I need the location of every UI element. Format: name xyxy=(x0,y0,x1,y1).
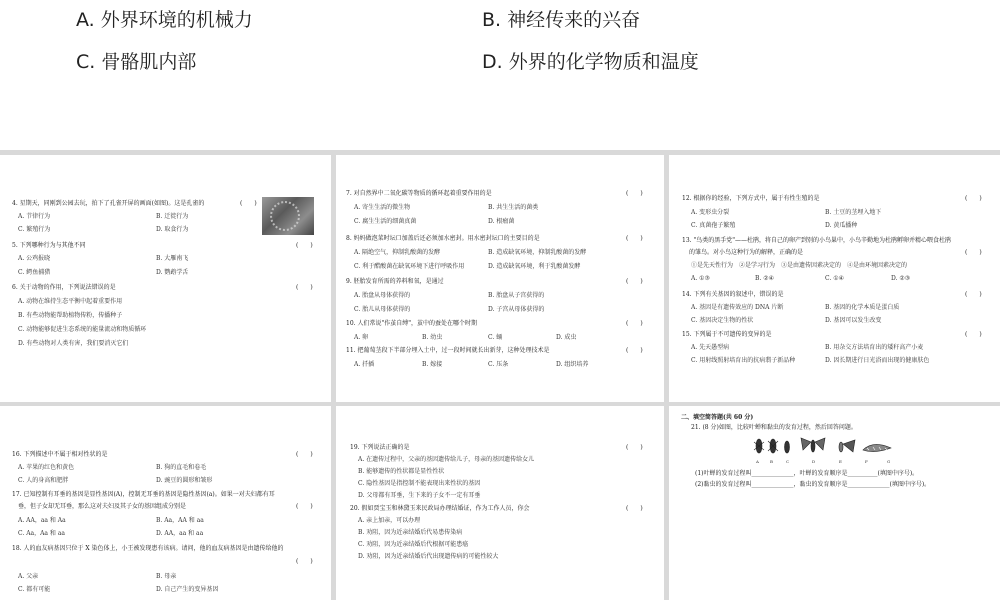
option: B. 劝阻，因为近亲结婚后代易患传染病 xyxy=(358,529,463,536)
option: C. 繁殖行为 xyxy=(18,226,51,233)
option: D. 鹦鹉学舌 xyxy=(156,269,189,276)
option: A. 扦插 xyxy=(354,361,375,368)
question-17-cont: 垂，但子女却无耳垂，那么这对夫妇及其子女的基因组成分别是 xyxy=(18,503,187,510)
option: B. 基因的化学本质是蛋白质 xyxy=(825,304,900,311)
answer-paren: ( ) xyxy=(296,503,313,510)
option: C. 人的身高和肥胖 xyxy=(18,477,69,484)
option: C. 蛹 xyxy=(488,334,503,341)
question-21-1: (1)叶蝉的发育过程叫______________，叶蝉的发育顺序是__________(填图中序号)。 xyxy=(695,470,919,477)
question-4: 4. 星期天，同刚到公园去玩，拍下了孔雀开屏的画面(如图)。这是孔雀的 xyxy=(12,200,205,207)
option: C. ①④ xyxy=(825,275,844,282)
option: C. 动物能够促进生态系统的能量流动和物质循环 xyxy=(18,326,147,333)
option: D. ②③ xyxy=(891,275,911,282)
option: A. 基因是有遗传效应的 DNA 片断 xyxy=(691,304,784,311)
option: B. ②④ xyxy=(755,275,774,282)
question-21: 21. (8 分)如图，比较叶蝉和黏虫的发育过程，然后回答问题。 xyxy=(691,424,857,431)
option: B. 迁徙行为 xyxy=(156,213,189,220)
question-19: 19. 下列说法正确的是 xyxy=(350,444,410,451)
answer-paren: ( ) xyxy=(965,331,982,338)
option: B. 幼虫 xyxy=(422,334,443,341)
question-9: 9. 胚胎发育所需的养料和氧，是通过 xyxy=(346,278,444,285)
option: A. 胎盘从母体获得的 xyxy=(354,292,411,299)
option: D. 自己产生的变异基因 xyxy=(156,586,219,593)
page-thumbnail-1[interactable] xyxy=(0,155,331,402)
option: B. 共生生活的菌类 xyxy=(488,204,539,211)
option-b: B. 神经传来的兴奋 xyxy=(482,9,641,31)
option: D. 豌豆的圆形和皱形 xyxy=(156,477,213,484)
question-8: 8. 妈妈做泡菜时坛口加盖后还必须加水密封。用水密封坛口的主要目的是 xyxy=(346,235,540,242)
question-12: 12. 根据你的经验，下列方式中，属于有性生殖的是 xyxy=(682,195,820,202)
question-17: 17. 已知控制有耳垂的基因是显性基因(A)，控制无耳垂的基因是隐性基因(a)。如果一对夫妇都有耳 xyxy=(12,491,275,498)
option: C. 腐生生活的细菌真菌 xyxy=(354,218,417,225)
option: C. 劝阻，因为近亲结婚后代根据可能患癌 xyxy=(358,541,469,548)
answer-paren: ( ) xyxy=(626,190,643,197)
question-10: 10. 人们常说"作茧自缚"，茧中的蚕处在哪个时期 xyxy=(346,320,477,327)
insect-development-figure xyxy=(751,436,901,458)
answer-paren: ( ) xyxy=(626,505,643,512)
option: D. 黄瓜播种 xyxy=(825,222,858,229)
page-thumbnail-grid xyxy=(0,150,1000,600)
page-thumbnail-3[interactable] xyxy=(669,155,1000,402)
answer-paren: ( ) xyxy=(296,451,313,458)
option: C. 鳄鱼捕猎 xyxy=(18,269,51,276)
question-15: 15. 下列属于不可遗传的变异的是 xyxy=(682,331,772,338)
answer-paren: ( ) xyxy=(626,320,643,327)
option: B. 母亲 xyxy=(156,573,177,580)
option: B. 造成缺氧环境，抑制乳酸菌的发酵 xyxy=(488,249,587,256)
option: A. ①③ xyxy=(691,275,710,282)
option: D. 组织培养 xyxy=(556,361,589,368)
option: A. 寄生生活的微生物 xyxy=(354,204,411,211)
option: C. 隐性基因是指控制不能表现出来性状的基因 xyxy=(358,480,481,487)
question-14: 14. 下列有关基因的叙述中，错误的是 xyxy=(682,291,784,298)
option: D. 成虫 xyxy=(556,334,577,341)
option: B. 有些动物能帮助植物传粉，传播种子 xyxy=(18,312,123,319)
question-13-cont: 的雏鸟。对小鸟这种行为的解释，正确的是 xyxy=(689,249,804,256)
figure-label: E xyxy=(839,459,842,464)
option: D. 因长期进行日光浴而出现的健康肤色 xyxy=(825,357,930,364)
answer-paren: ( ) xyxy=(626,444,643,451)
option: C. 压条 xyxy=(488,361,509,368)
option: B. 土豆的茎埋入地下 xyxy=(825,209,882,216)
answer-paren: ( ) xyxy=(296,558,313,565)
option-a: A. 外界环境的机械力 xyxy=(76,9,253,31)
section-heading: 二、填空简答题(共 60 分) xyxy=(681,414,754,421)
option: B. 胎盘从子宫获得的 xyxy=(488,292,545,299)
answer-paren: ( ) xyxy=(965,291,982,298)
page-thumbnail-4[interactable] xyxy=(0,406,331,600)
option: C. 真菌孢子繁殖 xyxy=(691,222,736,229)
answer-paren: ( ) xyxy=(240,200,257,207)
option: C. 胎儿从母体获得的 xyxy=(354,306,411,313)
page-thumbnail-5[interactable] xyxy=(336,406,664,600)
option: A. 在遗传过程中，父亲的基因遗传给儿子，母亲的基因遗传给女儿 xyxy=(358,456,535,463)
question-6: 6. 关于动物的作用，下列说法错误的是 xyxy=(12,284,116,291)
option: D. 取食行为 xyxy=(156,226,189,233)
answer-paren: ( ) xyxy=(626,278,643,285)
option: C. 利于醋酸菌在缺氧环境下进行呼吸作用 xyxy=(354,263,465,270)
page-thumbnail-2[interactable] xyxy=(336,155,664,402)
option: D. 劝阻，因为近亲结婚后代出现遗传病的可能性较大 xyxy=(358,553,499,560)
option-c: C. 骨骼肌内部 xyxy=(76,51,197,73)
figure-label: C xyxy=(786,459,790,464)
option: A. 隔绝空气，抑制乳酸菌的发酵 xyxy=(354,249,441,256)
option-d: D. 外界的化学物质和温度 xyxy=(482,51,699,73)
question-20: 20. 假如贾宝玉和林黛玉来民政局办理结婚证，作为工作人员，你会 xyxy=(350,505,530,512)
option: B. 狗的直毛和卷毛 xyxy=(156,464,207,471)
answer-paren: ( ) xyxy=(296,242,313,249)
question-7: 7. 对自然界中二氧化碳等物质的循环起着重要作用的是 xyxy=(346,190,492,197)
question-18: 18. 人的血友病基因只位于 X 染色体上，小王被发现患有该病。请问，他的血友病基因是由遗传给他的 xyxy=(12,545,284,552)
option: C. 基因决定生物的性状 xyxy=(691,317,754,324)
question-16: 16. 下列描述中不属于相对性状的是 xyxy=(12,451,108,458)
question-11: 11. 把葡萄茎段下半部分埋入土中，过一段时间就长出新芽，这种处理技术是 xyxy=(346,347,550,354)
option: A. 亲上加亲，可以办理 xyxy=(358,517,421,524)
option: B. 用杂交方法培育出的矮秆高产小麦 xyxy=(825,344,924,351)
option: B. 嫁接 xyxy=(422,361,443,368)
zoomed-options-area xyxy=(0,0,1000,150)
option: B. 大雁南飞 xyxy=(156,255,189,262)
figure-label: D xyxy=(812,459,816,464)
option: D. 基因可以发生改变 xyxy=(825,317,882,324)
statement-list: ①是先天性行为 ②是学习行为 ③是由遗传因素决定的 ④是由环境因素决定的 xyxy=(691,262,908,269)
answer-paren: ( ) xyxy=(965,249,982,256)
option: D. 父母都有耳垂，生下来的子女不一定有耳垂 xyxy=(358,492,481,499)
option: A. 动物在维持生态平衡中起着重要作用 xyxy=(18,298,123,305)
option: A. AA，aa 和 Aa xyxy=(18,517,66,524)
answer-paren: ( ) xyxy=(296,284,313,291)
option: A. 节律行为 xyxy=(18,213,51,220)
option: B. Aa，AA 和 aa xyxy=(156,517,204,524)
option: A. 公鸡报晓 xyxy=(18,255,51,262)
figure-label: F xyxy=(865,459,868,464)
answer-paren: ( ) xyxy=(626,347,643,354)
page-thumbnail-6[interactable] xyxy=(669,406,1000,600)
option: D. AA，aa 和 aa xyxy=(156,530,204,537)
option: D. 有些动物对人类有害，我们要消灭它们 xyxy=(18,340,129,347)
question-13: 13. "鸟类的黑手党"——杜鹃，将自己的卵产到别的小鸟巢中，小鸟辛勤地为杜鹃孵卵并精心喂食杜鹃 xyxy=(682,237,951,244)
figure-label: A xyxy=(756,459,759,464)
option: C. 用射线照射培育出的抗病翡子新品种 xyxy=(691,357,796,364)
question-5: 5. 下列哪种行为与其他不同 xyxy=(12,242,86,249)
option: D. 根瘤菌 xyxy=(488,218,515,225)
option: A. 卵 xyxy=(354,334,369,341)
option: C. 都有可能 xyxy=(18,586,51,593)
question-21-2: (2)黏虫的发育过程叫______________，黏虫的发育顺序是______________(填图中序号)。 xyxy=(695,481,931,488)
answer-paren: ( ) xyxy=(965,195,982,202)
option: D. 子宫从母体获得的 xyxy=(488,306,545,313)
figure-label: B xyxy=(770,459,773,464)
option: D. 造成缺氧环境，利于乳酸菌发酵 xyxy=(488,263,581,270)
peacock-photo xyxy=(262,197,314,235)
option: A. 先天愚型病 xyxy=(691,344,730,351)
option: A. 变形虫分裂 xyxy=(691,209,730,216)
figure-label: G xyxy=(887,459,891,464)
option: A. 苹果的红色和黄色 xyxy=(18,464,75,471)
option: C. Aa，Aa 和 aa xyxy=(18,530,65,537)
answer-paren: ( ) xyxy=(626,235,643,242)
option: B. 能够遗传的性状都是显性性状 xyxy=(358,468,445,475)
option: A. 父亲 xyxy=(18,573,39,580)
